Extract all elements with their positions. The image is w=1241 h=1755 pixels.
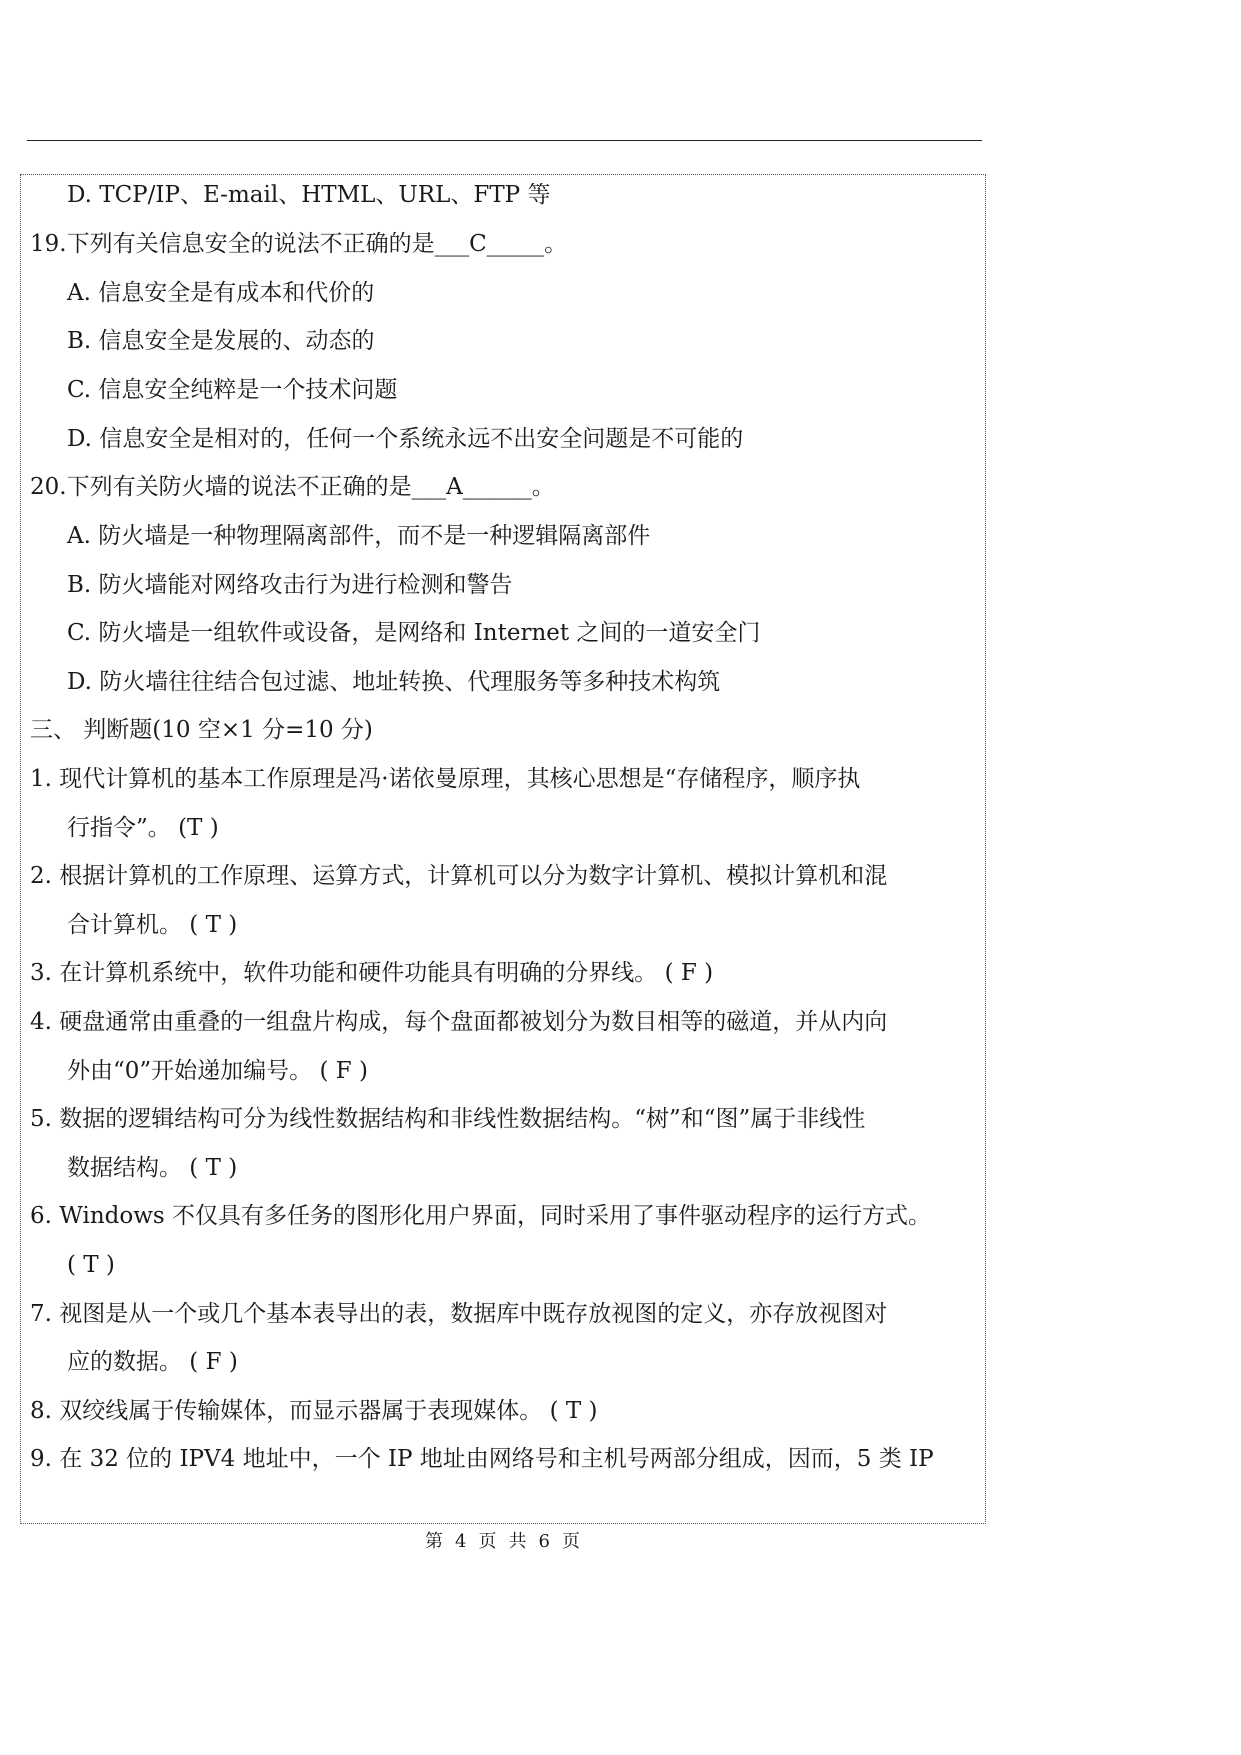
footer-suffix: 页 (561, 1531, 580, 1552)
tf-5-line-1: 5. 数据的逻辑结构可分为线性数据结构和非线性数据结构。“树”和“图”属于非线性 (30, 1106, 866, 1132)
q20-option-d: D. 防火墙往往结合包过滤、地址转换、代理服务等多种技术构筑 (67, 669, 721, 695)
tf-2-line-2: 合计算机。 ( T ) (67, 912, 238, 938)
q20-option-a: A. 防火墙是一种物理隔离部件，而不是一种逻辑隔离部件 (67, 523, 651, 549)
tf-6-line-2: ( T ) (67, 1252, 115, 1278)
footer-prefix: 第 (425, 1531, 444, 1552)
tf-5-line-2: 数据结构。 ( T ) (67, 1155, 238, 1181)
tf-7-line-2: 应的数据。 ( F ) (67, 1349, 238, 1375)
q19-option-a: A. 信息安全是有成本和代价的 (67, 280, 375, 306)
tf-9-line-1: 9. 在 32 位的 IPV4 地址中，一个 IP 地址由网络号和主机号两部分组成，因而，5 类 IP (30, 1446, 934, 1472)
q19-option-b: B. 信息安全是发展的、动态的 (67, 328, 375, 354)
tf-3: 3. 在计算机系统中，软件功能和硬件功能具有明确的分界线。 ( F ) (30, 960, 714, 986)
tf-2-line-1: 2. 根据计算机的工作原理、运算方式，计算机可以分为数字计算机、模拟计算机和混 (30, 863, 888, 889)
tf-4-line-2: 外由“0”开始递加编号。 ( F ) (67, 1058, 368, 1084)
tf-1-line-2: 行指令”。 (T ) (67, 815, 219, 841)
footer-page-number: 4 (455, 1531, 467, 1552)
tf-7-line-1: 7. 视图是从一个或几个基本表导出的表，数据库中既存放视图的定义，亦存放视图对 (30, 1301, 888, 1327)
header-rule (27, 140, 982, 141)
q20-option-b: B. 防火墙能对网络攻击行为进行检测和警告 (67, 572, 513, 598)
tf-1-line-1: 1. 现代计算机的基本工作原理是冯·诺依曼原理，其核心思想是“存储程序，顺序执 (30, 766, 861, 792)
footer-page-unit: 页 (478, 1531, 497, 1552)
tf-4-line-1: 4. 硬盘通常由重叠的一组盘片构成，每个盘面都被划分为数目相等的磁道，并从内向 (30, 1009, 888, 1035)
footer-total-pages: 6 (538, 1531, 550, 1552)
q19-stem: 19.下列有关信息安全的说法不正确的是___C_____。 (30, 231, 568, 257)
tf-6-line-1: 6. Windows 不仅具有多任务的图形化用户界面，同时采用了事件驱动程序的运行方式。 (30, 1203, 932, 1229)
tf-8: 8. 双绞线属于传输媒体，而显示器属于表现媒体。 ( T ) (30, 1398, 598, 1424)
q20-option-c: C. 防火墙是一组软件或设备，是网络和 Internet 之间的一道安全门 (67, 620, 761, 646)
q20-stem: 20.下列有关防火墙的说法不正确的是___A______。 (30, 474, 555, 500)
q19-option-c: C. 信息安全纯粹是一个技术问题 (67, 377, 398, 403)
page-footer (0, 1530, 1005, 1554)
q19-option-d: D. 信息安全是相对的，任何一个系统永远不出安全问题是不可能的 (67, 426, 744, 452)
section-3-heading: 三、 判断题(10 空×1 分=10 分) (30, 717, 373, 743)
q18-option-d: D. TCP/IP、E-mail、HTML、URL、FTP 等 (67, 182, 551, 208)
footer-total-label: 共 (508, 1531, 527, 1552)
